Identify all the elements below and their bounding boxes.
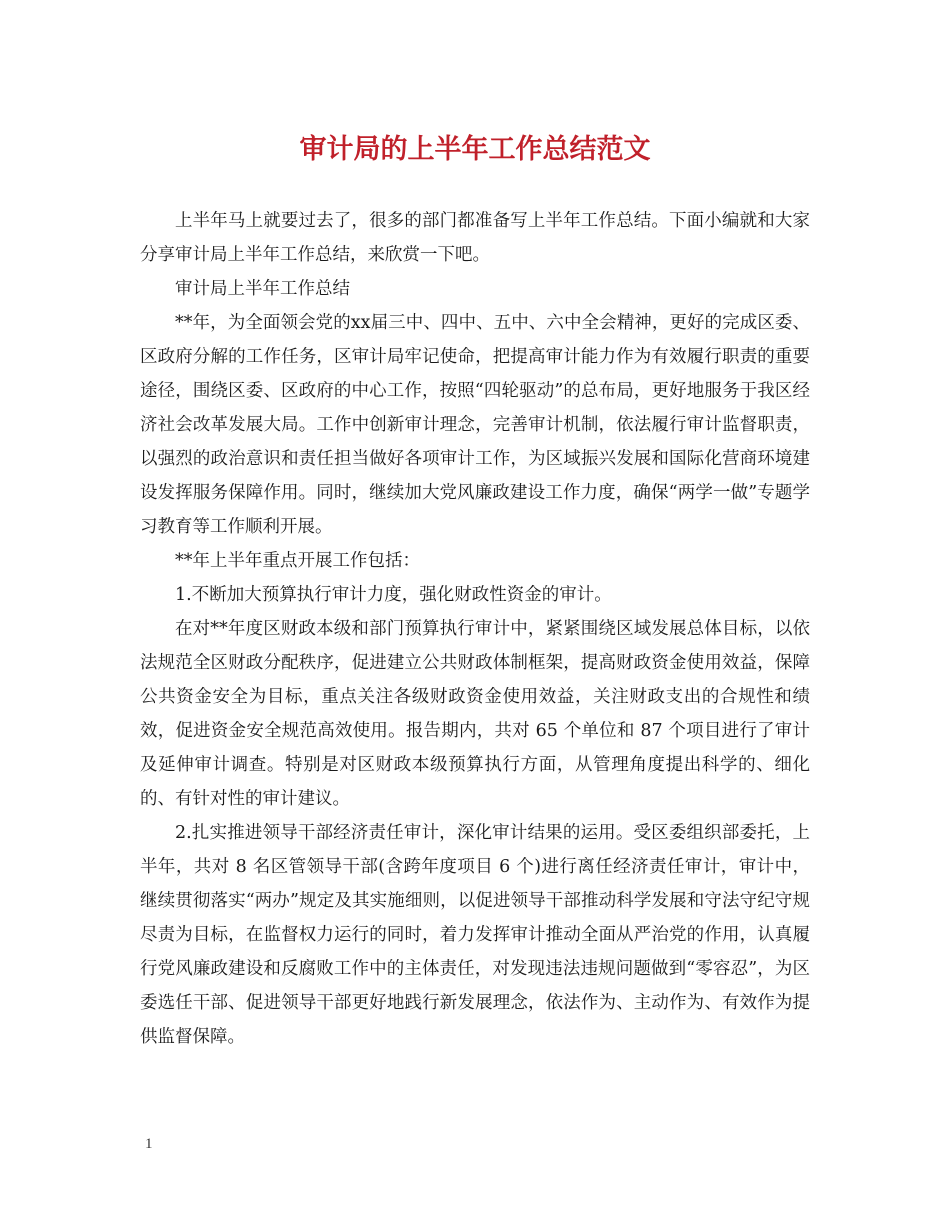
document-body — [140, 204, 810, 1054]
paragraph-item-1-body: 在对**年度区财政本级和部门预算执行审计中，紧紧围绕区域发展总体目标，以依法规范全区财政分配秩序，促进建立公共财政体制框架，提高财政资金使用效益，保障公共资金安全为目标，重点关注各级财政资金使用效益，关注财政支出的合规性和绩效，促进资金安全规范高效使用。报告期内，共对 65 个单位和 87 个项目进行了审计及延伸审计调查。特别是对区财政本级预算执行方面，从管理角度提出科学的、细化的、有针对性的审计建议。 — [140, 619, 810, 809]
paragraph-item-2: 2.扎实推进领导干部经济责任审计，深化审计结果的运用。受区委组织部委托，上半年，共对 8 名区管领导干部(含跨年度项目 6 个)进行离任经济责任审计，审计中，继续贯彻落实“两办”规定及其实施细则，以促进领导干部推动科学发展和守法守纪守规尽责为目标，在监督权力运行的同时，着力发挥审计推动全面从严治党的作用，认真履行党风廉政建设和反腐败工作中的主体责任，对发现违法违规问题做到“零容忍”，为区委选任干部、促进领导干部更好地践行新发展理念，依法作为、主动作为、有效作为提供监督保障。 — [140, 823, 810, 1047]
page-number: 1 — [145, 1136, 153, 1152]
paragraph-overview: **年，为全面领会党的xx届三中、四中、五中、六中全会精神，更好的完成区委、区政府分解的工作任务，区审计局牢记使命，把提高审计能力作为有效履行职责的重要途径，围绕区委、区政府的中心工作，按照“四轮驱动”的总布局，更好地服务于我区经济社会改革发展大局。工作中创新审计理念，完善审计机制，依法履行审计监督职责，以强烈的政治意识和责任担当做好各项审计工作，为区域振兴发展和国际化营商环境建设发挥服务保障作用。同时，继续加大党风廉政建设工作力度，确保“两学一做”专题学习教育等工作顺利开展。 — [140, 313, 810, 537]
paragraph-key-work-heading: **年上半年重点开展工作包括： — [175, 551, 420, 571]
document-title: 审计局的上半年工作总结范文 — [299, 134, 651, 165]
paragraph-intro: 上半年马上就要过去了，很多的部门都准备写上半年工作总结。下面小编就和大家分享审计局上半年工作总结，来欣赏一下吧。 — [140, 211, 810, 265]
paragraph-item-1-heading: 1.不断加大预算执行审计力度，强化财政性资金的审计。 — [175, 585, 612, 605]
paragraph-subtitle: 审计局上半年工作总结 — [175, 279, 350, 299]
